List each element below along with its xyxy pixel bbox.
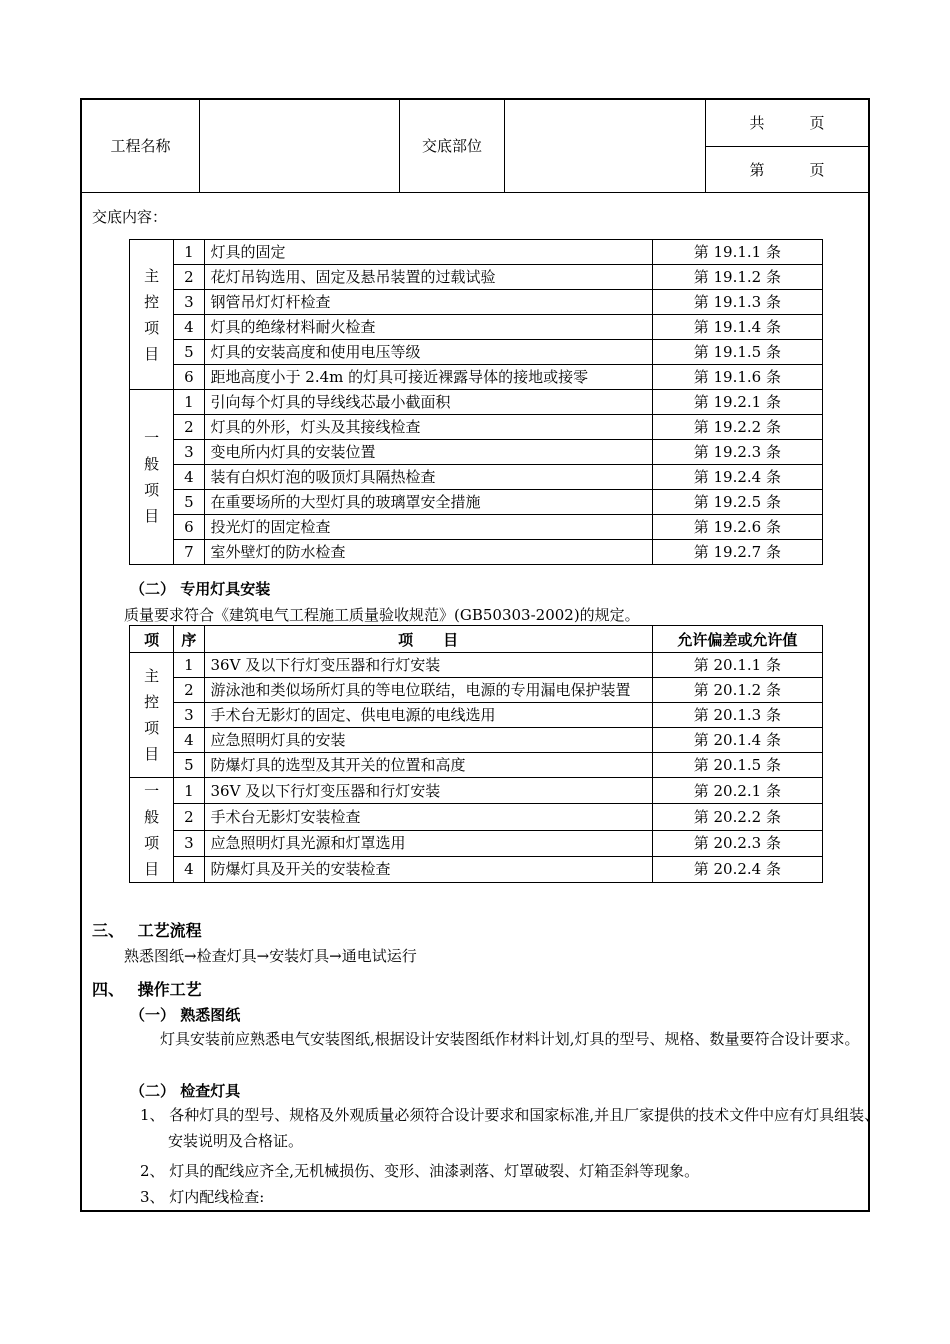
- table-row: [130, 465, 823, 490]
- row-item: 游泳池和类似场所灯具的等电位联结，电源的专用漏电保护装置: [204, 678, 652, 703]
- row-item: 手术台无影灯安装检查: [204, 804, 652, 830]
- row-item: 引向每个灯具的导线线芯最小截面积: [204, 390, 652, 415]
- table-row: [130, 804, 823, 830]
- group-label: 一 般 项 目: [130, 390, 174, 565]
- row-reference: 第 19.2.6 条: [652, 515, 822, 540]
- row-item: 36V 及以下行灯变压器和行灯安装: [204, 778, 652, 804]
- header-table: [82, 100, 868, 193]
- row-item: 防爆灯具的选型及其开关的位置和高度: [204, 753, 652, 778]
- table-row: [130, 340, 823, 365]
- row-item: 在重要场所的大型灯具的玻璃罩安全措施: [204, 490, 652, 515]
- sub1-text: 灯具安装前应熟悉电气安装图纸,根据设计安装图纸作材料计划,灯具的型号、规格、数量要符合设计要求。: [160, 1030, 860, 1048]
- row-reference: 第 20.1.1 条: [652, 653, 822, 678]
- table-row: [130, 490, 823, 515]
- content-label: 交底内容：: [92, 208, 168, 226]
- row-item: 装有白炽灯泡的吸顶灯具隔热检查: [204, 465, 652, 490]
- row-number: 3: [174, 830, 204, 856]
- check-item-3: 3、 灯内配线检查:: [140, 1188, 265, 1206]
- table-row: [130, 830, 823, 856]
- row-number: 4: [174, 728, 204, 753]
- check-item-1: 1、 各种灯具的型号、规格及外观质量必须符合设计要求和国家标准,并且厂家提供的技术文件中应有灯具组装、安装说明及合格证。: [140, 1106, 880, 1150]
- row-item: 36V 及以下行灯变压器和行灯安装: [204, 653, 652, 678]
- row-item: 灯具的绝缘材料耐火检查: [204, 315, 652, 340]
- row-number: 5: [174, 490, 204, 515]
- table-row: [130, 265, 823, 290]
- row-item: 防爆灯具及开关的安装检查: [204, 856, 652, 882]
- row-number: 1: [174, 240, 204, 265]
- row-number: 3: [174, 290, 204, 315]
- row-reference: 第 19.1.4 条: [652, 315, 822, 340]
- row-number: 1: [174, 653, 204, 678]
- row-number: 3: [174, 703, 204, 728]
- row-number: 2: [174, 678, 204, 703]
- row-number: 3: [174, 440, 204, 465]
- row-item: 钢管吊灯灯杆检查: [204, 290, 652, 315]
- row-item: 距地高度小于 2.4m 的灯具可接近裸露导体的接地或接零: [204, 365, 652, 390]
- row-item: 投光灯的固定检查: [204, 515, 652, 540]
- document-frame: [80, 98, 880, 1212]
- sub2-title: （二） 检查灯具: [130, 1082, 241, 1100]
- row-item: 应急照明灯具的安装: [204, 728, 652, 753]
- total-pages: 共 页: [706, 100, 869, 146]
- header-no: 序: [174, 626, 204, 653]
- row-reference: 第 19.1.2 条: [652, 265, 822, 290]
- row-reference: 第 20.1.4 条: [652, 728, 822, 753]
- table-row: [130, 753, 823, 778]
- project-name-value: [200, 100, 400, 192]
- group-label: 主 控 项 目: [130, 240, 174, 390]
- row-reference: 第 20.2.3 条: [652, 830, 822, 856]
- row-number: 4: [174, 315, 204, 340]
- row-reference: 第 19.2.5 条: [652, 490, 822, 515]
- row-reference: 第 19.2.3 条: [652, 440, 822, 465]
- row-reference: 第 20.2.1 条: [652, 778, 822, 804]
- table-row: [130, 365, 823, 390]
- table-row: [130, 728, 823, 753]
- row-number: 2: [174, 265, 204, 290]
- table-row: [130, 390, 823, 415]
- row-number: 4: [174, 856, 204, 882]
- row-reference: 第 20.1.2 条: [652, 678, 822, 703]
- row-reference: 第 19.2.1 条: [652, 390, 822, 415]
- row-number: 5: [174, 753, 204, 778]
- group-label: 主 控 项 目: [130, 653, 174, 778]
- table-row: [130, 240, 823, 265]
- row-number: 2: [174, 415, 204, 440]
- row-item: 灯具的安装高度和使用电压等级: [204, 340, 652, 365]
- section4-title: 四、 操作工艺: [92, 980, 202, 999]
- quality-note: 质量要求符合《建筑电气工程施工质量验收规范》(GB50303-2002)的规定。: [124, 606, 640, 624]
- row-reference: 第 20.2.4 条: [652, 856, 822, 882]
- row-number: 7: [174, 540, 204, 565]
- table-row: [130, 678, 823, 703]
- row-reference: 第 19.2.4 条: [652, 465, 822, 490]
- row-item: 室外壁灯的防水检查: [204, 540, 652, 565]
- row-reference: 第 19.1.3 条: [652, 290, 822, 315]
- row-reference: 第 20.1.5 条: [652, 753, 822, 778]
- row-item: 花灯吊钩选用、固定及悬吊装置的过载试验: [204, 265, 652, 290]
- section3-title: 三、 工艺流程: [92, 921, 202, 940]
- row-number: 2: [174, 804, 204, 830]
- row-number: 6: [174, 365, 204, 390]
- process-flow: 熟悉图纸→检查灯具→安装灯具→通电试运行: [124, 947, 417, 965]
- row-reference: 第 19.1.5 条: [652, 340, 822, 365]
- check-item-2: 2、 灯具的配线应齐全,无机械损伤、变形、油漆剥落、灯罩破裂、灯箱歪斜等现象。: [140, 1162, 700, 1180]
- group-label: 一 般 项 目: [130, 778, 174, 883]
- row-reference: 第 20.2.2 条: [652, 804, 822, 830]
- header-ref: 允许偏差或允许值: [652, 626, 822, 653]
- table-row: [130, 778, 823, 804]
- table-row: [130, 415, 823, 440]
- row-item: 应急照明灯具光源和灯罩选用: [204, 830, 652, 856]
- row-number: 4: [174, 465, 204, 490]
- page-number: 第 页: [706, 146, 869, 192]
- row-reference: 第 19.1.6 条: [652, 365, 822, 390]
- table-row: [130, 315, 823, 340]
- table-row: [130, 703, 823, 728]
- table-row: [130, 856, 823, 882]
- row-item: 灯具的外形，灯头及其接线检查: [204, 415, 652, 440]
- sub1-title: （一） 熟悉图纸: [130, 1006, 241, 1024]
- table-row: [130, 290, 823, 315]
- row-number: 1: [174, 390, 204, 415]
- row-reference: 第 19.1.1 条: [652, 240, 822, 265]
- row-item: 变电所内灯具的安装位置: [204, 440, 652, 465]
- header-item: 项 目: [204, 626, 652, 653]
- row-reference: 第 19.2.2 条: [652, 415, 822, 440]
- table-row: [130, 540, 823, 565]
- location-label: 交底部位: [400, 100, 505, 192]
- table-row: [130, 653, 823, 678]
- row-reference: 第 19.2.7 条: [652, 540, 822, 565]
- row-item: 灯具的固定: [204, 240, 652, 265]
- section2-subtitle: （二） 专用灯具安装: [130, 580, 271, 598]
- table-row: [130, 515, 823, 540]
- row-number: 1: [174, 778, 204, 804]
- row-item: 手术台无影灯的固定、供电电源的电线选用: [204, 703, 652, 728]
- table-row: [130, 440, 823, 465]
- location-value: [505, 100, 706, 192]
- row-number: 6: [174, 515, 204, 540]
- inspection-table-2: [129, 625, 823, 883]
- header-group: 项: [130, 626, 174, 653]
- row-number: 5: [174, 340, 204, 365]
- inspection-table-1: [129, 239, 823, 565]
- row-reference: 第 20.1.3 条: [652, 703, 822, 728]
- project-name-label: 工程名称: [82, 100, 200, 192]
